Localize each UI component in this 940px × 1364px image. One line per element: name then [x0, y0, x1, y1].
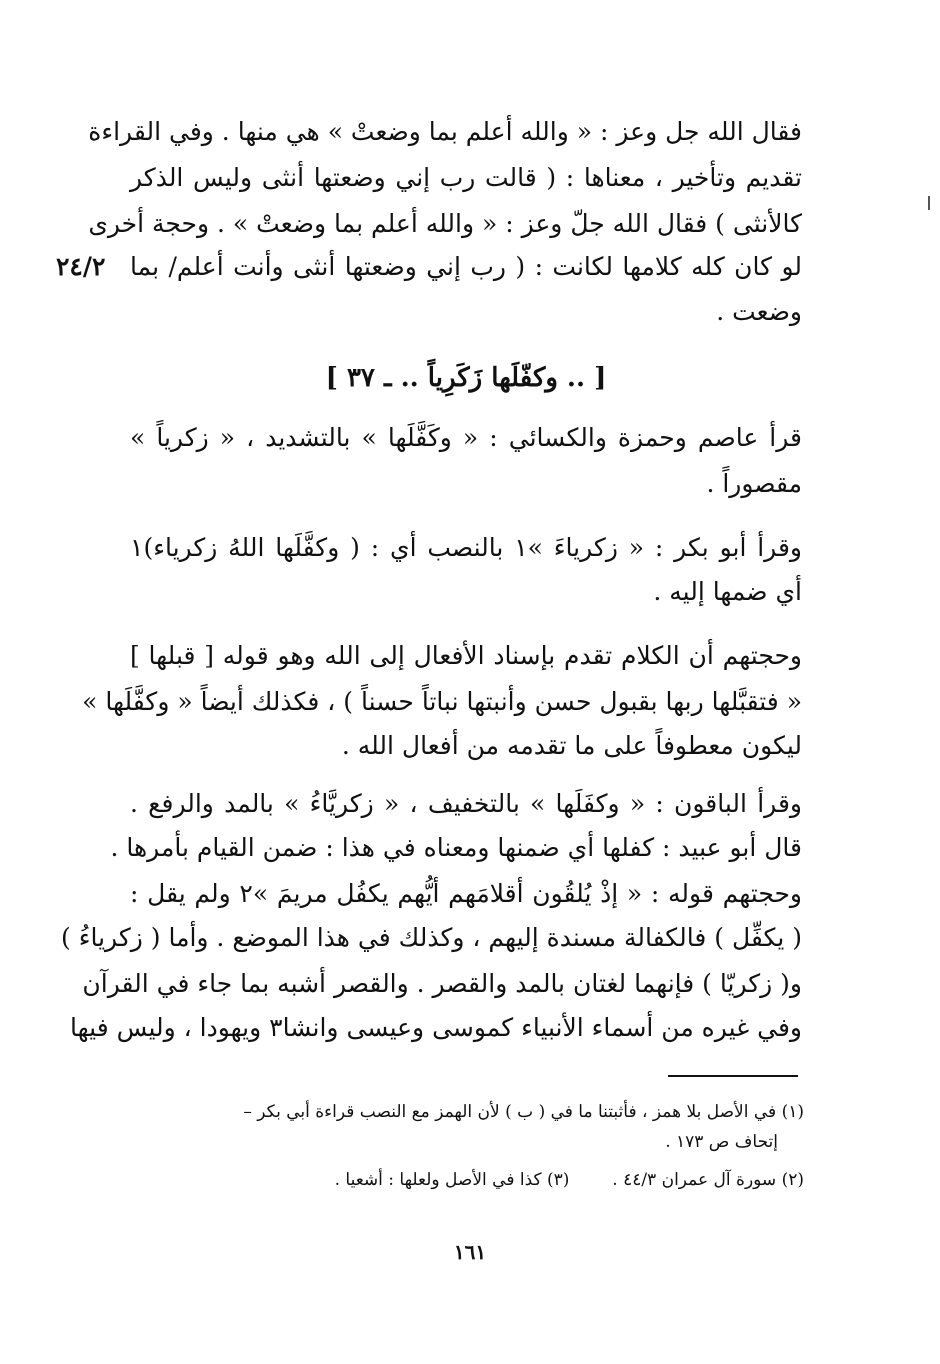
p4-line-5: و( زكريّا ) فإنهما لغتان بالمد والقصر . والقصر أشبه بما جاء في القرآن	[82, 969, 802, 998]
footnote-separator	[668, 1075, 798, 1077]
footnote-row-2-3	[138, 1165, 804, 1195]
p3-line-1: وحجتهم أن الكلام تقدم بإسناد الأفعال إلى الله وهو قوله [ قبلها ]	[130, 641, 802, 670]
body-line-1: فقال الله جل وعز : « والله أعلم بما وضعتْ » هي منها . وفي القراءة	[88, 117, 802, 146]
p2-line-2: أي ضمها إليه .	[653, 577, 802, 606]
p4-line-6: وفي غيره من أسماء الأنبياء كموسى وعيسى وانشا٣ ويهودا ، وليس فيها	[70, 1013, 802, 1042]
p4-line-3: وحجتهم قوله : « إذْ يُلقُون أقلامَهم أيُّهم يكفُل مريمَ »٢ ولم يقل :	[130, 879, 802, 908]
footnote-3: (٣) كذا في الأصل ولعلها : أشعيا .	[334, 1170, 570, 1190]
body-line-3: كالأنثى ) فقال الله جلّ وعز : « والله أعلم بما وضعتْ » . وحجة أخرى	[88, 209, 802, 238]
margin-tick-mark	[928, 196, 930, 210]
margin-page-reference: ٢٤/٢	[56, 252, 106, 281]
p1-line-1: قرأ عاصم وحمزة والكسائي : « وكَفَّلَها » بالتشديد ، « زكرياً »	[130, 423, 802, 452]
p3-line-2: « فتقبَّلها ربها بقبول حسن وأنبتها نباتاً حسناً ) ، فكذلك أيضاً « وكفَّلَها »	[82, 687, 802, 716]
page-number: ١٦١	[453, 1240, 487, 1264]
p1-line-2: مقصوراً .	[706, 469, 802, 498]
p2-line-1: وقرأ أبو بكر : « زكرياءَ »١ بالنصب أي : ( وكفَّلَها اللهُ زكرياء)١	[130, 533, 803, 562]
verse-heading: [ .. وكفّلَها زَكَرِياً .. ـ ٣٧ ]	[325, 363, 607, 393]
p4-line-4: ( يكفِّل ) فالكفالة مسندة إليهم ، وكذلك في هذا الموضع . وأما ( زكرياءُ )	[61, 923, 802, 952]
footnote-2: (٢) سورة آل عمران ٤٤/٣ .	[612, 1170, 804, 1190]
footnote-1-line-1: (١) في الأصل بلا همز ، فأثبتنا ما في ( ب ) لأن الهمز مع النصب قراءة أبي بكر –	[243, 1102, 804, 1122]
p3-line-3: ليكون معطوفاً على ما تقدمه من أفعال الله .	[341, 731, 802, 760]
p4-line-2: قال أبو عبيد : كفلها أي ضمنها ومعناه في هذا : ضمن القيام بأمرها .	[110, 833, 802, 862]
body-line-5: وضعت .	[716, 297, 802, 326]
footnote-1-line-2: إتحاف ص ١٧٣ .	[665, 1132, 778, 1152]
body-line-2: تقديم وتأخير ، معناها : ( قالت رب إني وضعتها أنثى وليس الذكر	[130, 163, 802, 192]
body-line-4: لو كان كله كلامها لكانت : ( رب إني وضعتها أنثى وأنت أعلم/ بما	[130, 252, 802, 281]
p4-line-1: وقرأ الباقون : « وكفَلَها » بالتخفيف ، « زكريَّاءُ » بالمد والرفع .	[130, 789, 802, 818]
